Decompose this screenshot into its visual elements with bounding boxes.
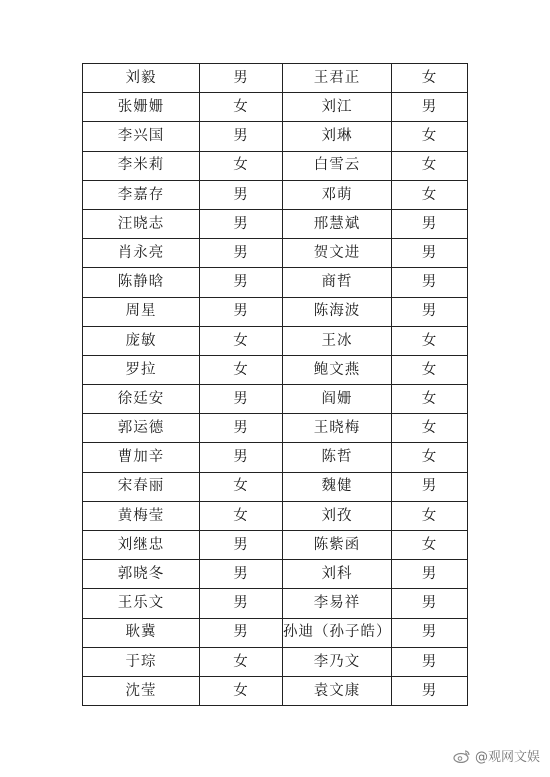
cell-gender-right: 男 [392, 676, 468, 705]
cell-gender-left: 男 [200, 560, 283, 589]
cell-gender-left: 男 [200, 209, 283, 238]
cell-name-right: 刘江 [283, 93, 392, 122]
cell-name-right: 刘琳 [283, 122, 392, 151]
cell-gender-right: 女 [392, 385, 468, 414]
table-row [83, 297, 468, 326]
cell-gender-right: 男 [392, 93, 468, 122]
cell-name-right: 贺文进 [283, 239, 392, 268]
cell-name-left: 陈静晗 [83, 268, 200, 297]
cell-gender-right: 女 [392, 64, 468, 93]
cell-gender-left: 女 [200, 647, 283, 676]
cell-name-right: 陈海波 [283, 297, 392, 326]
cell-name-left: 王乐文 [83, 589, 200, 618]
cell-name-left: 庞敏 [83, 326, 200, 355]
cell-gender-right: 女 [392, 122, 468, 151]
cell-gender-left: 男 [200, 268, 283, 297]
cell-gender-right: 男 [392, 239, 468, 268]
cell-name-right: 李易祥 [283, 589, 392, 618]
cell-name-right: 陈哲 [283, 443, 392, 472]
cell-gender-right: 男 [392, 560, 468, 589]
table-row [83, 676, 468, 705]
cell-gender-right: 女 [392, 443, 468, 472]
cell-name-right: 魏健 [283, 472, 392, 501]
cell-name-right: 陈紫函 [283, 531, 392, 560]
cell-gender-left: 男 [200, 531, 283, 560]
table-row [83, 209, 468, 238]
cell-name-left: 曹加辛 [83, 443, 200, 472]
cell-name-left: 徐廷安 [83, 385, 200, 414]
cell-gender-left: 女 [200, 501, 283, 530]
cell-name-left: 郭运德 [83, 414, 200, 443]
weibo-icon [453, 749, 471, 763]
roster-table [82, 63, 468, 706]
cell-name-right: 白雪云 [283, 151, 392, 180]
table-row [83, 93, 468, 122]
cell-name-right: 刘孜 [283, 501, 392, 530]
cell-gender-left: 女 [200, 355, 283, 384]
cell-gender-left: 男 [200, 122, 283, 151]
cell-name-left: 宋春丽 [83, 472, 200, 501]
cell-name-left: 李兴国 [83, 122, 200, 151]
cell-gender-right: 女 [392, 180, 468, 209]
cell-gender-left: 男 [200, 239, 283, 268]
cell-gender-right: 男 [392, 209, 468, 238]
cell-name-right: 邢慧斌 [283, 209, 392, 238]
cell-name-left: 李米莉 [83, 151, 200, 180]
table-row [83, 385, 468, 414]
table-row [83, 414, 468, 443]
cell-gender-left: 男 [200, 180, 283, 209]
cell-name-left: 郭晓冬 [83, 560, 200, 589]
cell-name-left: 黄梅莹 [83, 501, 200, 530]
cell-name-left: 沈莹 [83, 676, 200, 705]
cell-name-left: 罗拉 [83, 355, 200, 384]
table-row [83, 151, 468, 180]
cell-name-right: 刘科 [283, 560, 392, 589]
cell-name-left: 汪晓志 [83, 209, 200, 238]
cell-gender-left: 男 [200, 385, 283, 414]
roster-table-container [82, 63, 467, 706]
cell-gender-left: 女 [200, 93, 283, 122]
cell-gender-left: 男 [200, 589, 283, 618]
cell-gender-left: 女 [200, 151, 283, 180]
cell-gender-right: 女 [392, 355, 468, 384]
cell-gender-right: 女 [392, 414, 468, 443]
table-row [83, 560, 468, 589]
cell-gender-right: 男 [392, 647, 468, 676]
cell-name-left: 耿冀 [83, 618, 200, 647]
table-row [83, 268, 468, 297]
cell-gender-right: 男 [392, 268, 468, 297]
table-row [83, 501, 468, 530]
table-row [83, 443, 468, 472]
cell-name-right: 孙迪（孙子皓） [283, 618, 392, 647]
cell-gender-left: 女 [200, 326, 283, 355]
table-row [83, 326, 468, 355]
cell-name-right: 阎姗 [283, 385, 392, 414]
table-row [83, 180, 468, 209]
cell-name-right: 王冰 [283, 326, 392, 355]
cell-name-left: 张姗姗 [83, 93, 200, 122]
cell-name-right: 袁文康 [283, 676, 392, 705]
cell-gender-right: 女 [392, 501, 468, 530]
cell-name-right: 李乃文 [283, 647, 392, 676]
table-row [83, 647, 468, 676]
table-row [83, 618, 468, 647]
cell-gender-right: 男 [392, 472, 468, 501]
cell-gender-left: 男 [200, 414, 283, 443]
watermark-text: @观网文娱 [474, 750, 540, 765]
cell-gender-right: 男 [392, 589, 468, 618]
cell-name-left: 李嘉存 [83, 180, 200, 209]
cell-gender-right: 女 [392, 151, 468, 180]
cell-name-left: 于琮 [83, 647, 200, 676]
cell-name-left: 周星 [83, 297, 200, 326]
cell-gender-right: 女 [392, 531, 468, 560]
cell-name-left: 刘毅 [83, 64, 200, 93]
cell-gender-left: 女 [200, 676, 283, 705]
cell-name-right: 鲍文燕 [283, 355, 392, 384]
cell-name-right: 王君正 [283, 64, 392, 93]
cell-gender-right: 男 [392, 297, 468, 326]
table-row [83, 122, 468, 151]
table-row [83, 531, 468, 560]
cell-name-left: 肖永亮 [83, 239, 200, 268]
table-row [83, 239, 468, 268]
table-row [83, 472, 468, 501]
cell-name-left: 刘继忠 [83, 531, 200, 560]
cell-gender-left: 男 [200, 443, 283, 472]
cell-name-right: 王晓梅 [283, 414, 392, 443]
cell-gender-left: 女 [200, 472, 283, 501]
table-row [83, 589, 468, 618]
cell-gender-right: 女 [392, 326, 468, 355]
cell-gender-left: 男 [200, 618, 283, 647]
table-row [83, 355, 468, 384]
roster-table-body [83, 64, 468, 706]
cell-name-right: 商哲 [283, 268, 392, 297]
cell-name-right: 邓萌 [283, 180, 392, 209]
cell-gender-left: 男 [200, 297, 283, 326]
cell-gender-right: 男 [392, 618, 468, 647]
table-row [83, 64, 468, 93]
cell-gender-left: 男 [200, 64, 283, 93]
watermark [453, 746, 540, 765]
